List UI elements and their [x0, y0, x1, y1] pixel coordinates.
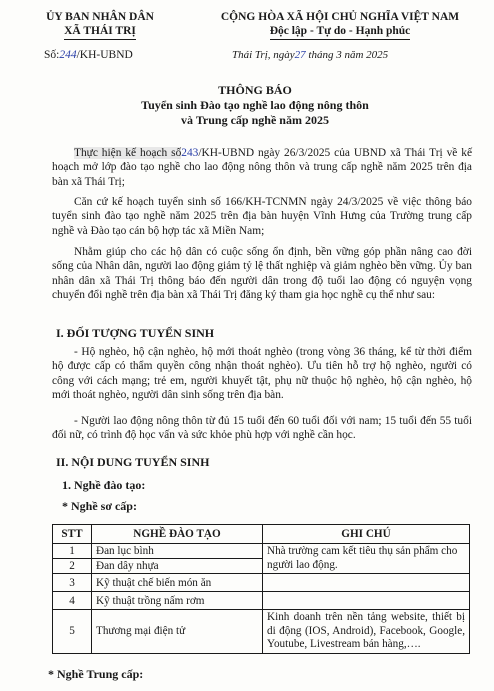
paragraph-4: - Hộ nghèo, hộ cận nghèo, hộ mới thoát nghèo (trong vòng 36 tháng, kể từ thời điểm hộ được cấp có thẩm quyền công nhận thoát nghèo). Ưu tiên hỗ trợ hộ nghèo, người có công với cách mạng; trẻ em, người khuyết tật, phụ nữ thuộc hộ nghèo, hộ cận nghèo, hộ mới thoát nghèo, người dân sinh sống trên địa bàn.: [52, 346, 472, 401]
table-row: [53, 592, 470, 610]
doc-no-prefix: Số:: [44, 49, 60, 61]
paragraph-1: [52, 146, 472, 189]
row-course: Đan lục bình: [92, 544, 263, 559]
document-number: [44, 49, 133, 61]
row-course: Đan dây nhựa: [92, 559, 263, 574]
doc-no-handwritten: 244: [59, 49, 77, 61]
title-line1: THÔNG BÁO: [218, 83, 292, 97]
row-stt: 5: [53, 610, 92, 654]
table-row: [53, 610, 470, 654]
paragraph-3: Nhằm giúp cho các hộ dân có cuộc sống ổn định, bền vững góp phần nâng cao đời sống của Nhân dân, người lao động giảm tỷ lệ thất nghiệp và giảm nghèo bền vững. Ủy ban nhân dân xã Thái Trị thông báo đến người dân trong độ tuổi lao động có nguyện vọng chuyển đổi nghề trên địa bàn xã Thái Trị đăng ký tham gia học nghề cụ thể như sau:: [52, 246, 472, 301]
row-stt: 1: [53, 544, 92, 559]
document-date: [232, 49, 388, 61]
subsection-1a: * Nghề sơ cấp:: [62, 499, 137, 513]
col-header-stt: STT: [53, 525, 92, 544]
issuer-block: [20, 10, 180, 40]
issuer-line2: XÃ THÁI TRỊ: [64, 24, 136, 40]
paragraph-5: - Người lao động nông thôn từ đủ 15 tuổi đến 60 tuổi đối với nam; 15 tuổi đến 55 tuổi đối nữ, có trình độ học vấn và sức khỏe phù hợp với nghề cần học.: [52, 415, 472, 442]
subsection-1: 1. Nghề đào tạo:: [62, 478, 146, 492]
issuer-line1: ỦY BAN NHÂN DÂN: [46, 11, 154, 23]
subsection-1b: * Nghề Trung cấp:: [48, 667, 144, 681]
doc-no-suffix: /KH-UBND: [76, 49, 133, 61]
row-note: Kinh doanh trên nền tảng website, thiết bị di động (IOS, Android), Facebook, Google, Youtube, Livestream bán hàng,….: [263, 610, 470, 654]
national-motto-block: [190, 10, 490, 40]
row-stt: 3: [53, 574, 92, 592]
col-header-course: NGHỀ ĐÀO TẠO: [92, 525, 263, 544]
row-note: [263, 592, 470, 610]
row-note: [263, 574, 470, 592]
row-course: Kỹ thuật trồng nấm rơm: [92, 592, 263, 610]
row-course: Thương mại điện tử: [92, 610, 263, 654]
col-header-note: GHI CHÚ: [263, 525, 470, 544]
row-note: Nhà trường cam kết tiêu thụ sản phẩm cho người lao động.: [263, 544, 470, 574]
p1-text-a: Thực hiện kế hoạch số: [74, 147, 182, 159]
paragraph-2: Căn cứ kế hoạch tuyển sinh số 166/KH-TCNMN ngày 24/3/2025 về việc thông báo tuyển sinh đào tạo nghề năm 2025 trên địa bàn huyện Vĩnh Hưng của Trường trung cấp nghề và Đào tạo cán bộ hợp tác xã Miền Nam;: [52, 196, 472, 237]
country-name: CỘNG HÒA XÃ HỘI CHỦ NGHĨA VIỆT NAM: [220, 11, 460, 23]
date-suffix: tháng 3 năm 2025: [308, 49, 389, 61]
table-header-row: [53, 525, 470, 544]
row-course: Kỹ thuật chế biến món ăn: [92, 574, 263, 592]
title-line3: và Trung cấp nghề năm 2025: [181, 113, 329, 127]
table-row: [53, 544, 470, 559]
motto: Độc lập - Tự do - Hạnh phúc: [270, 24, 411, 40]
row-stt: 4: [53, 592, 92, 610]
section-2-heading: II. NỘI DUNG TUYỂN SINH: [56, 455, 210, 469]
section-1-heading: I. ĐỐI TƯỢNG TUYỂN SINH: [56, 326, 215, 340]
date-day-handwritten: 27: [294, 49, 306, 61]
courses-table: [52, 524, 470, 654]
notice-title: [40, 83, 470, 128]
date-prefix: Thái Trị, ngày: [232, 49, 295, 61]
row-stt: 2: [53, 559, 92, 574]
table-row: [53, 574, 470, 592]
title-line2: Tuyển sinh Đào tạo nghề lao động nông thôn: [141, 98, 369, 112]
p1-text-b: /KH-UBND ngày 26/3/2025 của UBND xã Thái Trị về kế hoạch mở lớp đào tạo nghề cho lao động nông thôn và trung cấp nghề năm 2025 trên địa bàn xã Thái Trị;: [52, 147, 472, 188]
p1-handwritten-number: 243: [181, 147, 199, 159]
